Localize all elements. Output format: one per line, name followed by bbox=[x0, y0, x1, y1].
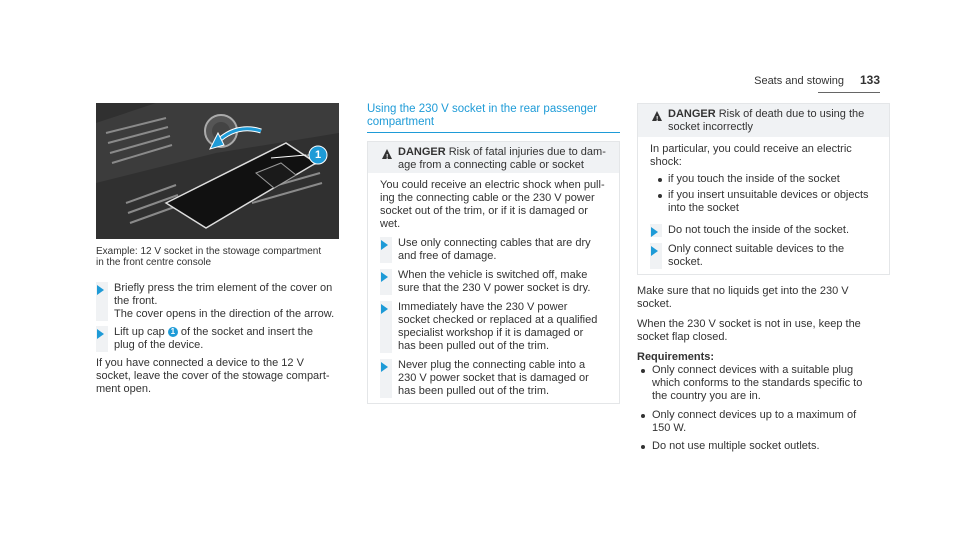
col3-step-1: Do not touch the inside of the socket. bbox=[650, 224, 885, 237]
col2-step-2: When the vehicle is switched off, make sure that the 230 V power socket is dry. bbox=[380, 269, 615, 295]
col3-paragraph-1: Make sure that no liquids get into the 230 V socket. bbox=[637, 285, 849, 310]
page-number: 133 bbox=[859, 73, 880, 87]
step-arrow-icon bbox=[651, 246, 658, 256]
warning-triangle-icon: ! bbox=[382, 149, 392, 159]
warning-triangle-icon: ! bbox=[652, 111, 662, 121]
console-illustration bbox=[96, 103, 339, 239]
step-arrow-icon bbox=[381, 304, 388, 314]
col1-closing-paragraph: If you have connected a device to the 12 V socket, leave the cover of the stowage compart- ment open. bbox=[96, 357, 330, 395]
step-arrow-icon bbox=[381, 272, 388, 282]
image-callout-1: 1 bbox=[314, 149, 322, 161]
col2-step-1: Use only connecting cables that are dry and free of damage. bbox=[380, 237, 615, 263]
image-caption: Example: 12 V socket in the stowage compartment in the front centre console bbox=[96, 246, 322, 268]
step-arrow-icon bbox=[381, 362, 388, 372]
running-header bbox=[700, 74, 880, 90]
step-arrow-icon bbox=[97, 285, 104, 295]
requirements-label: Requirements: bbox=[637, 351, 715, 363]
callout-badge-1: 1 bbox=[168, 327, 178, 337]
section-heading: Using the 230 V socket in the rear passenger compartment bbox=[367, 103, 598, 128]
col3-paragraph-2: When the 230 V socket is not in use, keep the socket flap closed. bbox=[637, 318, 861, 343]
col1-step-2: Lift up cap 1 of the socket and insert the plug of the device. bbox=[96, 326, 346, 352]
console-photo bbox=[96, 103, 339, 239]
danger-box-1: ! DANGER Risk of fatal injuries due to dam- age from a connecting cable or socket You could receive an electric shock when pull- ing the connecting cable or the 230 V power socket out of the trim, or if it is damaged or wet. Use only connecting cables that are dry and free of damage. When the vehicle is switched off, make sure that the 230 V power socket is dry. Immediately have the 230 V power socket checked or replaced at a qualified specialist workshop if it is damaged or has been pulled out of the trim. Never plug the connecting cable into a 230 V power socket that is damaged or has been pulled out of the trim. bbox=[367, 141, 620, 404]
danger-box-2: ! DANGER Risk of death due to using the socket incorrectly In particular, you could receive an electric shock: if you touch the inside of the socket if you insert unsuitable devices or objects into the socket Do not touch the inside of the socket. Only connect suitable devices to the socket. bbox=[637, 103, 890, 275]
col2-step-4: Never plug the connecting cable into a 230 V power socket that is damaged or has been pulled out of the trim. bbox=[380, 359, 615, 398]
step-arrow-icon bbox=[651, 227, 658, 237]
col3-step-2: Only connect suitable devices to the socket. bbox=[650, 243, 885, 269]
header-rule bbox=[818, 92, 880, 93]
step-arrow-icon bbox=[381, 240, 388, 250]
danger-intro: In particular, you could receive an electric shock: bbox=[650, 143, 852, 168]
step-arrow-icon bbox=[97, 329, 104, 339]
heading-rule bbox=[367, 132, 620, 133]
section-title: Seats and stowing bbox=[754, 75, 844, 87]
danger-intro: You could receive an electric shock when pull- ing the connecting cable or the 230 V power socket out of the trim, or if it is damaged or wet. bbox=[380, 179, 605, 230]
col2-step-3: Immediately have the 230 V power socket checked or replaced at a qualified specialist workshop if it is damaged or has been pulled out of the trim. bbox=[380, 301, 615, 353]
col1-step-1: Briefly press the trim element of the cover on the front. The cover opens in the direction of the arrow. bbox=[96, 282, 346, 321]
